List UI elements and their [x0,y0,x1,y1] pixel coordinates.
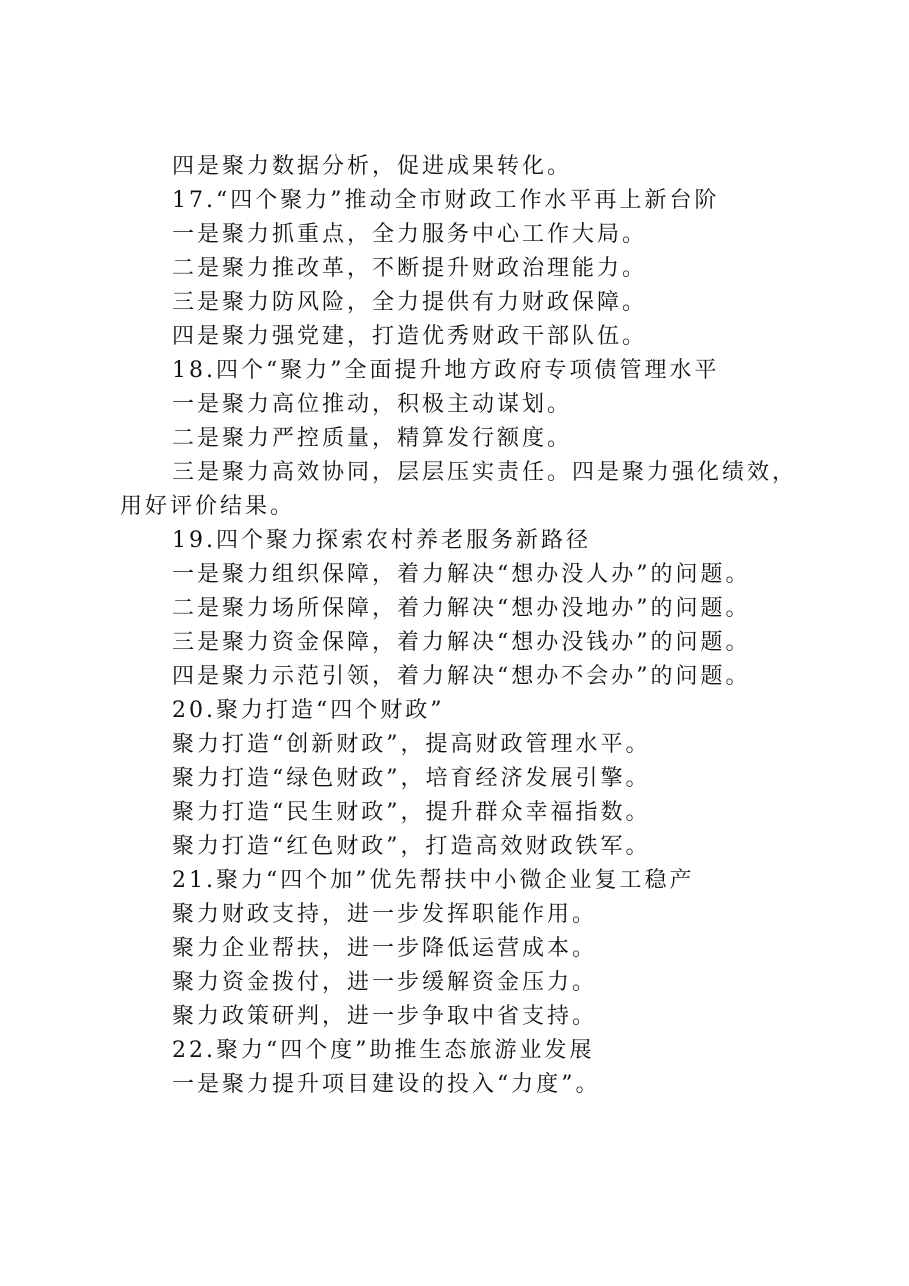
text-line: 聚力打造“红色财政”，打造高效财政铁军。 [172,834,651,859]
document-body [120,150,800,1102]
text-line: 三是聚力防风险，全力提供有力财政保障。 [172,290,648,315]
text-line: 二是聚力场所保障，着力解决“想办没地办”的问题。 [172,596,751,621]
text-line: 聚力打造“绿色财政”，培育经济发展引擎。 [172,766,651,791]
section-heading-20: 20.聚力打造“四个财政” [172,698,445,723]
section-heading-22: 22.聚力“四个度”助推生态旅游业发展 [172,1038,595,1063]
text-line: 一是聚力抓重点，全力服务中心工作大局。 [172,222,648,247]
section-heading-19: 19.四个聚力探索农村养老服务新路径 [172,528,591,553]
text-line: 一是聚力提升项目建设的投入“力度”。 [172,1072,601,1097]
wrapped-paragraph: 三是聚力高效协同，层层压实责任。四是聚力强化绩效，用好评价结果。 [120,460,798,519]
text-line: 聚力打造“创新财政”，提高财政管理水平。 [172,732,651,757]
text-line: 三是聚力资金保障，着力解决“想办没钱办”的问题。 [172,630,751,655]
text-line: 聚力政策研判，进一步争取中省支持。 [172,1004,598,1029]
text-line: 一是聚力高位推动，积极主动谋划。 [172,392,573,417]
text-line: 聚力打造“民生财政”，提升群众幸福指数。 [172,800,651,825]
section-heading-21: 21.聚力“四个加”优先帮扶中小微企业复工稳产 [172,868,695,893]
text-line: 二是聚力推改革，不断提升财政治理能力。 [172,256,648,281]
section-heading-18: 18.四个“聚力”全面提升地方政府专项债管理水平 [172,358,720,383]
text-line: 四是聚力示范引领，着力解决“想办不会办”的问题。 [172,664,751,689]
text-line: 四是聚力强党建，打造优秀财政干部队伍。 [172,324,648,349]
text-line: 四是聚力数据分析，促进成果转化。 [172,154,573,179]
text-line: 二是聚力严控质量，精算发行额度。 [172,426,573,451]
text-line: 聚力企业帮扶，进一步降低运营成本。 [172,936,598,961]
text-line: 聚力财政支持，进一步发挥职能作用。 [172,902,598,927]
text-line: 聚力资金拨付，进一步缓解资金压力。 [172,970,598,995]
text-line: 一是聚力组织保障，着力解决“想办没人办”的问题。 [172,562,751,587]
section-heading-17: 17.“四个聚力”推动全市财政工作水平再上新台阶 [172,188,720,213]
